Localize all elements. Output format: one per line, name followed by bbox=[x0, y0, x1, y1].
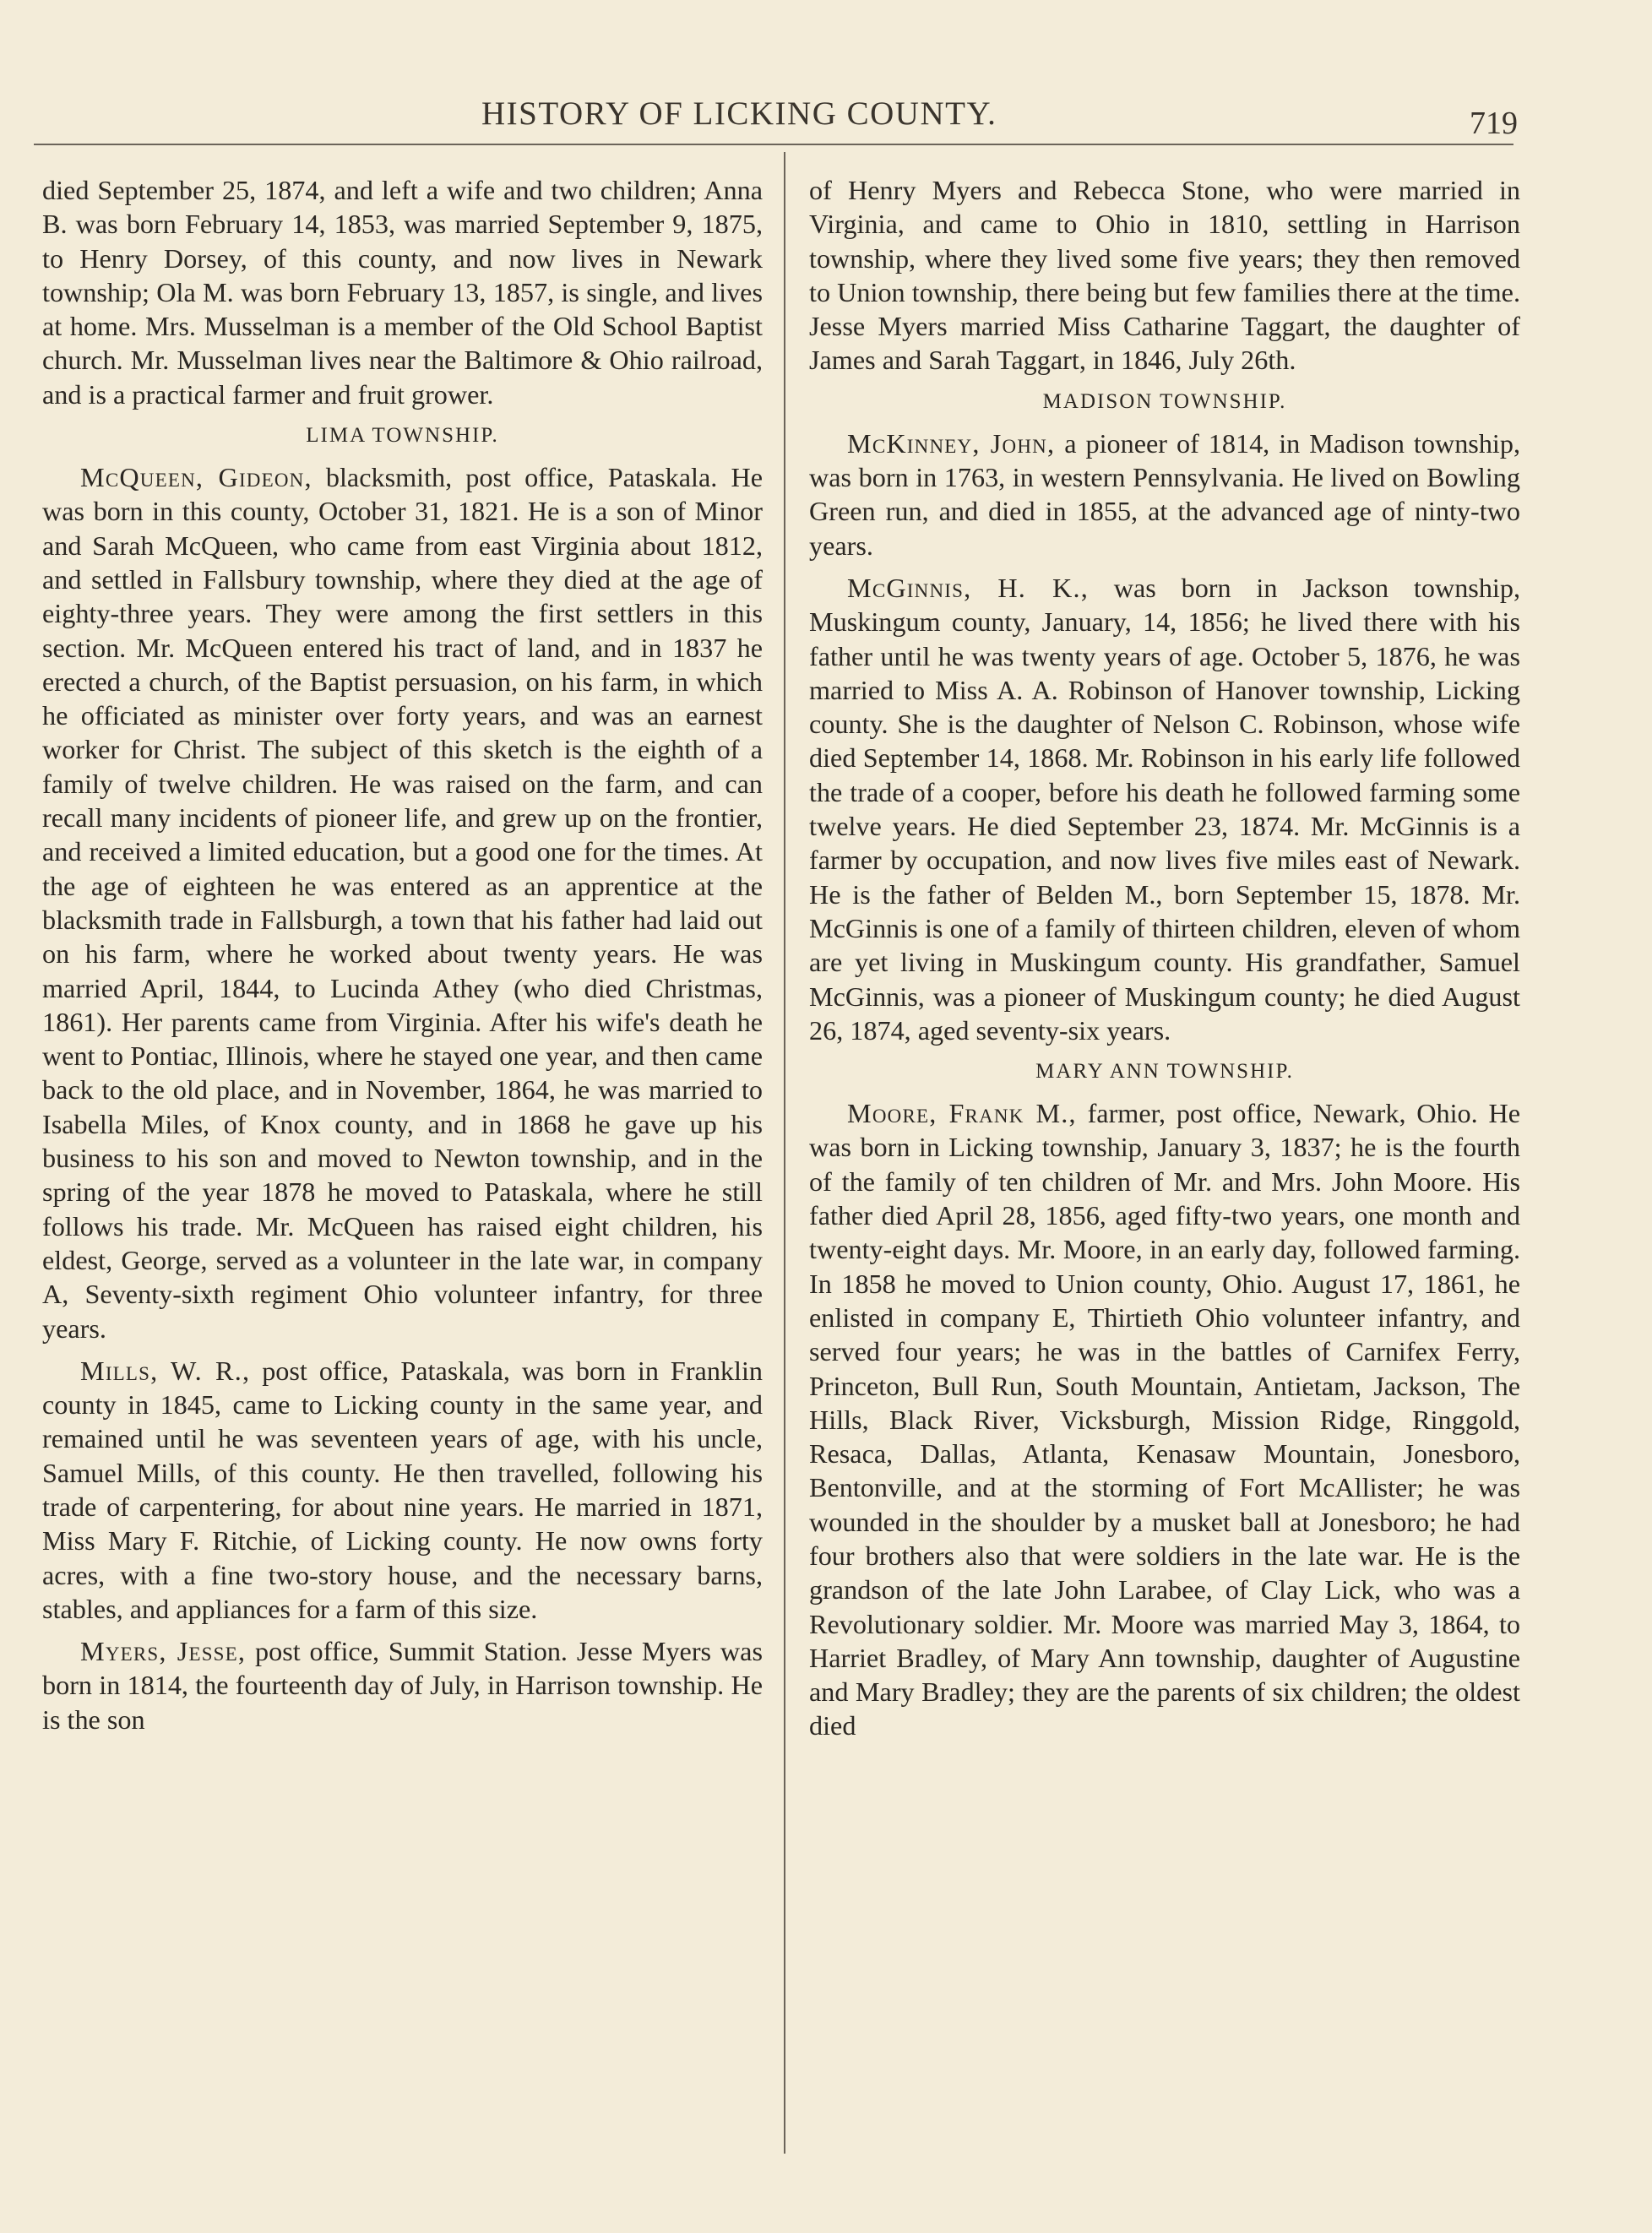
entry-text: post office, Summit Station. Jesse Myers was born in 1814, the fourteenth day of July, in Harrison township. He is the son bbox=[42, 1636, 763, 1735]
entry-text: a pioneer of 1814, in Madison township, was born in 1763, in western Pennsylvania. He lived on Bowling Green run, and died in 1855, at the advanced age of ninty-two years. bbox=[809, 427, 1520, 561]
entry-text: blacksmith, post office, Pataskala. He was born in this county, October 31, 1821. He is a son of Minor and Sarah McQueen, who came from east Virginia about 1812, and settled in Fallsbury township, where they died at the age of eighty-three years. They were among the first settlers in this section. Mr. McQueen entered his tract of land, and in 1837 he erected a church, of the Baptist persuasion, on his farm, in which he officiated as minister over forty years, and was an earnest worker for Christ. The subject of this sketch is the eighth of a family of twelve children. He was raised on the farm, and can recall many incidents of pioneer life, and grew up on the frontier, and received a limited education, but a good one for the times. At the age of eighteen he was entered as an apprentice at the blacksmith trade in Fallsburgh, a town that his father had laid out on his farm, where he worked about twenty years. He was married April, 1844, to Lucinda Athey (who died Christmas, 1861). Her parents came from Virginia. After his wife's death he went to Pontiac, Illinois, where he stayed one year, and then came back to the old place, and in November, 1864, he was married to Isabella Miles, of Knox county, and in 1868 he gave up his business to his son and moved to Newton township, and in the spring of the year 1878 he moved to Pataskala, where he still follows his trade. Mr. McQueen has raised eight children, his eldest, George, served as a volunteer in the late war, in company A, Seventy-sixth regiment Ohio volunteer infantry, for three years. bbox=[42, 462, 763, 1344]
entry-name: Mills, W. R., bbox=[80, 1355, 251, 1386]
right-column bbox=[809, 173, 1520, 1743]
left-column bbox=[42, 173, 763, 1736]
entry-name: Myers, Jesse, bbox=[80, 1636, 247, 1667]
entry-mcginnis bbox=[809, 571, 1520, 1047]
entry-mcqueen bbox=[42, 460, 763, 1345]
entry-mills bbox=[42, 1354, 763, 1626]
entry-name: McQueen, Gideon, bbox=[80, 462, 312, 493]
entry-text: farmer, post office, Newark, Ohio. He was born in Licking township, January 3, 1837; he is the fourth of the family of ten children of Mr. and Mrs. John Moore. His father died April 28, 1856, aged fifty-two years, one month and twenty-eight days. Mr. Moore, in an early day, followed farming. In 1858 he moved to Union county, Ohio. August 17, 1861, he enlisted in company E, Thirtieth Ohio volunteer infantry, and served four years; he was in the battles of Carnifex Ferry, Princeton, Bull Run, South Mountain, Antietam, Jackson, The Hills, Black River, Vicksburgh, Mission Ridge, Ringgold, Resaca, Dallas, Atlanta, Kenasaw Mountain, Jonesboro, Bentonville, and at the storming of Fort McAllister; he was wounded in the shoulder by a musket ball at Jonesboro; he had four brothers also that were soldiers in the late war. He is the grandson of the late John Larabee, of Clay Lick, who was a Revolutionary soldier. Mr. Moore was married May 3, 1864, to Harriet Bradley, of Mary Ann township, daughter of Augustine and Mary Bradley; they are the parents of six children; the oldest died bbox=[809, 1098, 1520, 1741]
entry-myers bbox=[42, 1634, 763, 1736]
header-rule bbox=[34, 144, 1513, 145]
column-divider bbox=[784, 152, 785, 2154]
section-heading-madison: MADISON TOWNSHIP. bbox=[1042, 389, 1287, 413]
entry-text: was born in Jackson township, Muskingum county, January, 14, 1856; he lived there with his father until he was twenty years of age. October 5, 1876, he was married to Miss A. A. Robinson of Hanover township, Licking county. She is the daughter of Nelson C. Robinson, whose wife died September 14, 1868. Mr. Robinson in his early life followed the trade of a cooper, before his death he followed farming some twelve years. He died September 23, 1874. Mr. McGinnis is a farmer by occupation, and now lives five miles east of Newark. He is the father of Belden M., born September 15, 1878. Mr. McGinnis is one of a family of thirteen children, eleven of whom are yet living in Muskingum county. His grandfather, Samuel McGinnis, was a pioneer of Muskingum county; he died August 26, 1874, aged seventy-six years. bbox=[809, 572, 1520, 1046]
musselman-continuation: died September 25, 1874, and left a wife and two children; Anna B. was born February 14, 1853, was married September 9, 1875, to Henry Dorsey, of this county, and now lives in Newark township; Ola M. was born February 13, 1857, is single, and lives at home. Mrs. Musselman is a member of the Old School Baptist church. Mr. Musselman lives near the Baltimore & Ohio railroad, and is a practical farmer and fruit grower. bbox=[42, 175, 763, 410]
entry-mckinney bbox=[809, 426, 1520, 562]
entry-moore bbox=[809, 1096, 1520, 1743]
entry-text: post office, Pataskala, was born in Franklin county in 1845, came to Licking county in the same year, and remained until he was seventeen years of age, with his uncle, Samuel Mills, of this county. He then travelled, following his trade of carpentering, for about nine years. He married in 1871, Miss Mary F. Ritchie, of Licking county. He now owns forty acres, with a fine two-story house, and the necessary barns, stables, and appliances for a farm of this size. bbox=[42, 1355, 763, 1624]
section-heading-mary-ann: MARY ANN TOWNSHIP. bbox=[1035, 1060, 1294, 1084]
entry-name: McGinnis, H. K., bbox=[847, 572, 1089, 603]
section-heading-lima: LIMA TOWNSHIP. bbox=[306, 424, 499, 448]
page-number: 719 bbox=[1470, 106, 1518, 141]
page-title: HISTORY OF LICKING COUNTY. bbox=[481, 95, 997, 132]
running-head bbox=[0, 95, 1652, 145]
entry-name: McKinney, John, bbox=[847, 427, 1056, 459]
myers-continuation: of Henry Myers and Rebecca Stone, who were married in Virginia, and came to Ohio in 1810, settling in Harrison township, where they lived some five years; they then removed to Union township, there being but few families there at the time. Jesse Myers married Miss Catharine Taggart, the daughter of James and Sarah Taggart, in 1846, July 26th. bbox=[809, 175, 1520, 376]
entry-name: Moore, Frank M., bbox=[847, 1098, 1077, 1129]
